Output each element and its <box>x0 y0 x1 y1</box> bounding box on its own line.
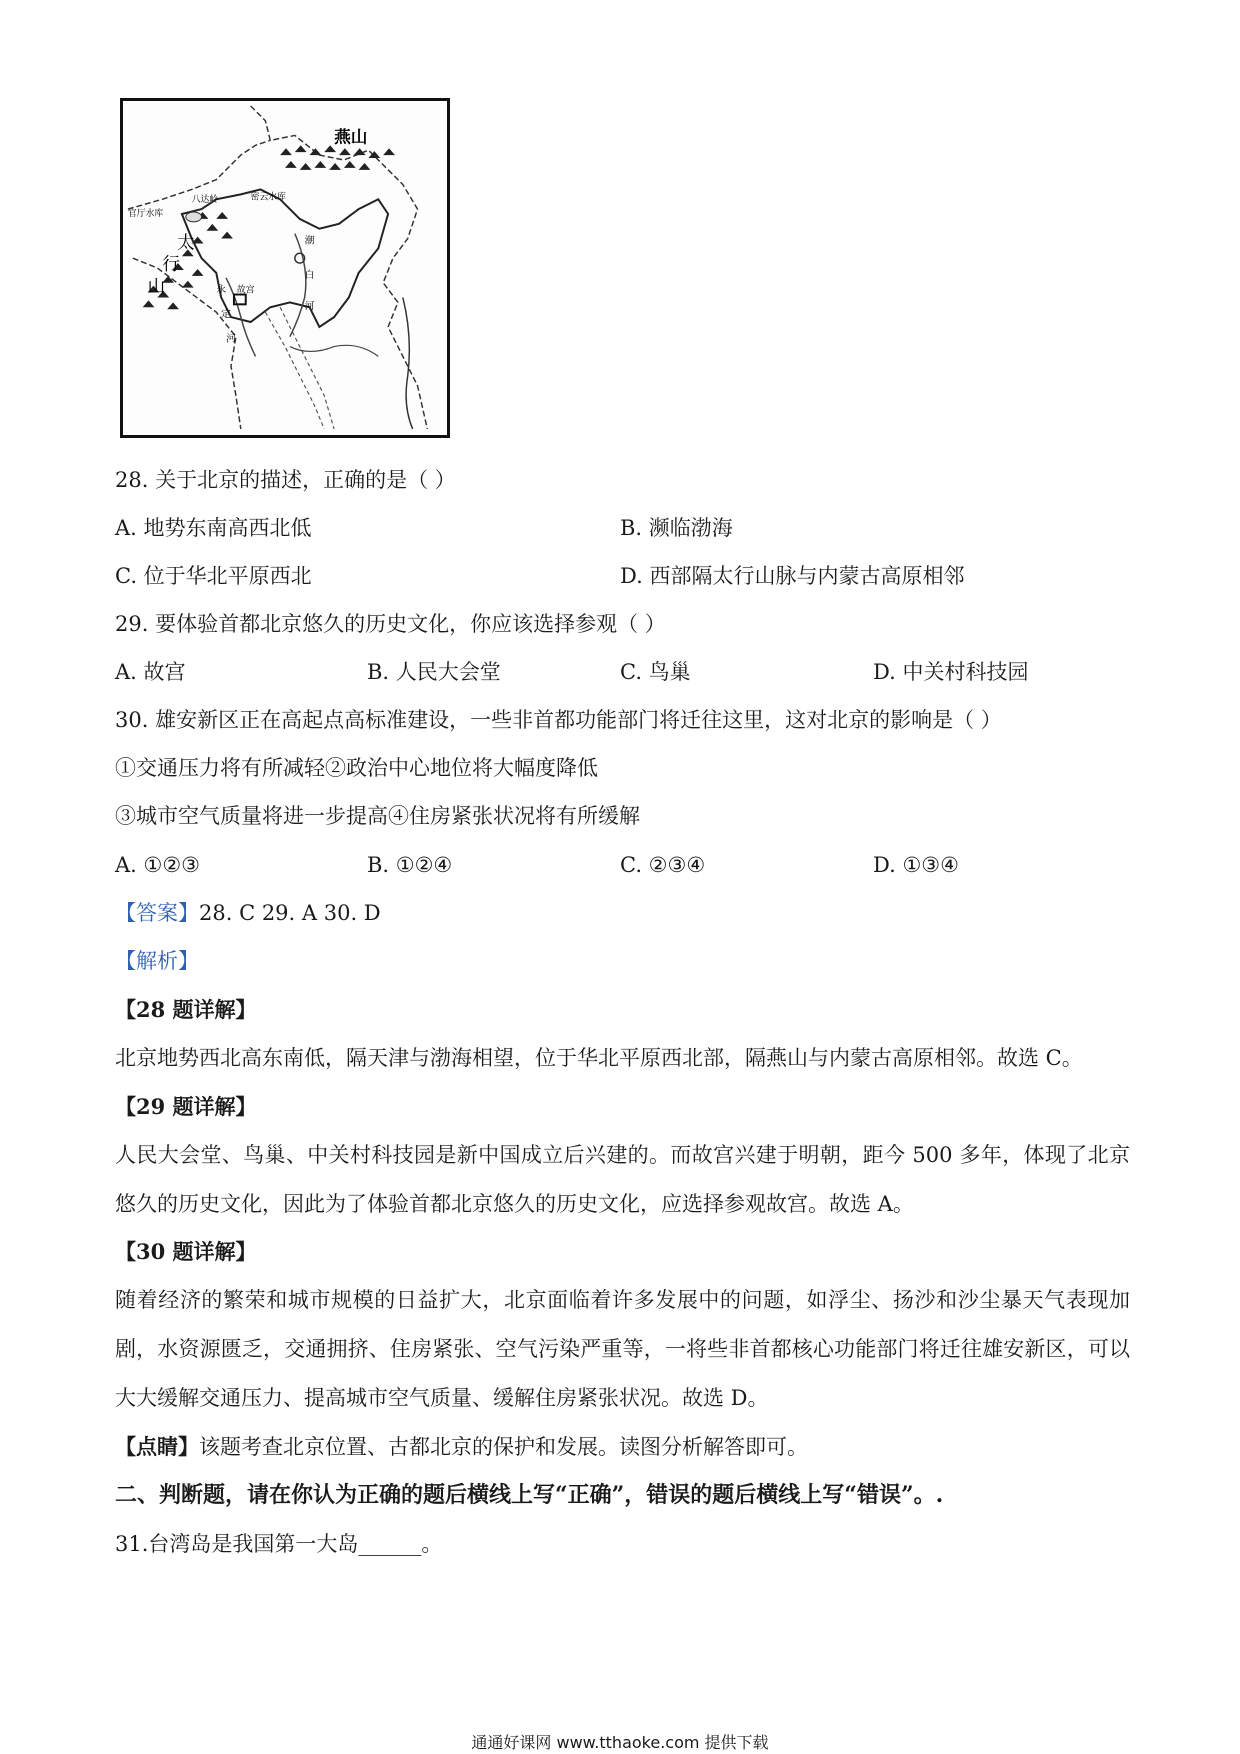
q29-option-c: C. 鸟巢 <box>620 660 691 684</box>
detail28-text: 北京地势西北高东南低，隔天津与渤海相望，位于华北平原西北部，隔燕山与内蒙古高原相邻。故选 C。 <box>115 1046 1083 1070</box>
label-badaling: 八达岭 <box>191 195 219 206</box>
q29-stem: 29. 要体验首都北京悠久的历史文化，你应该选择参观（ ） <box>115 612 666 636</box>
detail28-title: 【28 题详解】 <box>115 997 257 1022</box>
detail29-text: 人民大会堂、鸟巢、中关村科技园是新中国成立后兴建的。而故宫兴建于明朝，距今 500 多年，体现了北京悠久的历史文化，因此为了体验首都北京悠久的历史文化，应选择参观故宫。故选 A。 <box>115 1143 1130 1216</box>
q28-option-a: A. 地势东南高西北低 <box>115 516 312 540</box>
label-he: 河 <box>304 301 315 313</box>
q29-option-d: D. 中关村科技园 <box>873 660 1029 684</box>
dianjing-text: 该题考查北京位置、古都北京的保护和发展。读图分析解答即可。 <box>199 1435 808 1459</box>
map-svg <box>123 101 447 435</box>
q29-option-a: A. 故宫 <box>115 660 186 684</box>
answer-line <box>115 899 381 927</box>
q28-option-d: D. 西部隔太行山脉与内蒙古高原相邻 <box>620 564 965 588</box>
q30-statement-1: ①交通压力将有所减轻②政治中心地位将大幅度降低 <box>115 756 598 780</box>
q30-option-d: D. ①③④ <box>873 853 959 877</box>
label-hang: 行 <box>162 254 180 275</box>
q30-option-a: A. ①②③ <box>115 853 200 877</box>
detail30-title: 【30 题详解】 <box>115 1239 257 1264</box>
footer-text: 通通好课网 www.tthaoke.com 提供下载 <box>471 1733 769 1752</box>
dianjing-label: 【点睛】 <box>115 1434 199 1459</box>
label-ding: 定 <box>221 309 231 321</box>
q30-statement-2: ③城市空气质量将进一步提高④住房紧张状况将有所缓解 <box>115 804 640 828</box>
q28-option-b: B. 濒临渤海 <box>620 516 733 540</box>
label-he2: 河 <box>226 333 236 345</box>
answer-label: 【答案】 <box>115 901 199 925</box>
label-chao: 潮 <box>304 235 315 247</box>
q30-option-b: B. ①②④ <box>367 853 453 877</box>
q28-option-c: C. 位于华北平原西北 <box>115 564 312 588</box>
analysis-label: 【解析】 <box>115 949 199 973</box>
label-tai: 太 <box>177 233 195 254</box>
label-yanshan: 燕山 <box>334 127 368 147</box>
q31-text: 31.台湾岛是我国第一大岛______。 <box>115 1532 443 1556</box>
label-gugong: 故宫 <box>236 285 255 296</box>
label-shan: 山 <box>147 277 166 298</box>
section2-title: 二、判断题，请在你认为正确的题后横线上写“正确”，错误的题后横线上写“错误”。. <box>115 1482 944 1508</box>
label-yong: 永 <box>216 284 227 296</box>
detail30-text: 随着经济的繁荣和城市规模的日益扩大，北京面临着许多发展中的问题，如浮尘、扬沙和沙尘暴天气表现加剧，水资源匮乏，交通拥挤、住房紧张、空气污染严重等，一将些非首都核心功能部门将迁往雄安新区，可以大大缓解交通压力、提高城市空气质量、缓解住房紧张状况。故选 D。 <box>115 1288 1130 1410</box>
detail29-title: 【29 题详解】 <box>115 1094 257 1119</box>
label-bai: 白 <box>304 269 315 281</box>
q30-option-c: C. ②③④ <box>620 853 706 877</box>
label-guanting: 官厅水库 <box>127 208 164 219</box>
dianjing-line <box>115 1433 808 1461</box>
answer-text: 28. C 29. A 30. D <box>199 901 381 925</box>
q29-option-b: B. 人民大会堂 <box>367 660 501 684</box>
q30-stem: 30. 雄安新区正在高起点高标准建设，一些非首都功能部门将迁往这里，这对北京的影响是（ ） <box>115 708 1002 732</box>
q28-stem: 28. 关于北京的描述，正确的是（ ） <box>115 468 456 492</box>
beijing-map <box>120 98 450 438</box>
label-miyun: 密云水库 <box>250 192 286 203</box>
